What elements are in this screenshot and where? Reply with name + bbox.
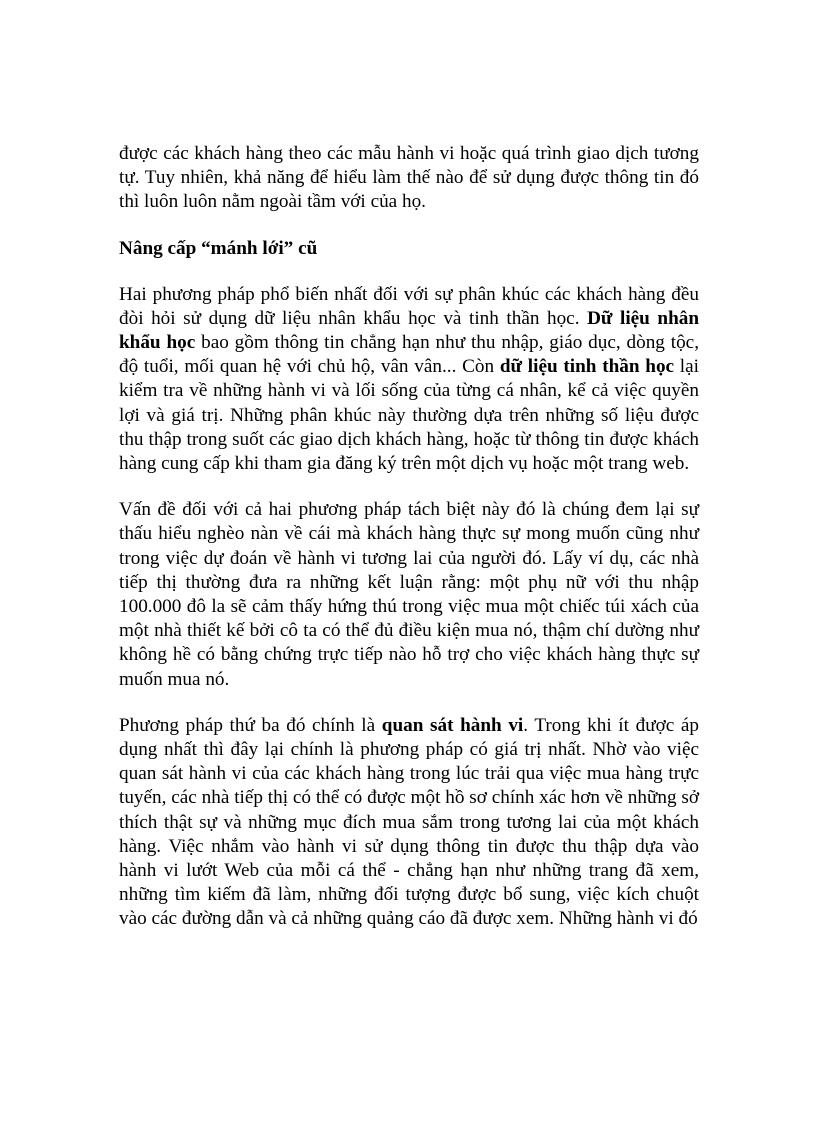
paragraph-1: được các khách hàng theo các mẫu hành vi hoặc quá trình giao dịch tương tự. Tuy nhiên, khả năng để hiểu làm thế nào để sử dụng được thông tin đó thì luôn luôn nằm ngoài tầm với của họ. <box>119 143 699 213</box>
section-heading: Nâng cấp “mánh lới” cũ <box>119 237 318 259</box>
paragraph-4 <box>119 714 699 932</box>
term-psychographic-data: dữ liệu tinh thần học <box>499 356 675 378</box>
paragraph-3: Vấn đề đối với cả hai phương pháp tách biệt này đó là chúng đem lại sự thấu hiểu nghèo nàn về cái mà khách hàng thực sự mong muốn cũng như trong việc dự đoán về hành vi tương lai của người đó. Lấy ví dụ, các nhà tiếp thị thường đưa ra những kết luận rằng: một phụ nữ với thu nhập 100.000 đô la sẽ cảm thấy hứng thú trong việc mua một chiếc túi xách của một nhà thiết kế bởi cô ta có thể đủ điều kiện mua nó, thậm chí dường như không hề có bằng chứng trực tiếp nào hỗ trợ cho việc khách hàng thực sự muốn mua nó. <box>119 499 699 690</box>
term-demographic-data: Dữ liệu nhân khẩu học <box>119 307 700 354</box>
paragraph-2 <box>119 283 699 477</box>
paragraph-4-text-c: . Trong khi ít được áp dụng nhất thì đây lại chính là phương pháp có giá trị nhất. Nhờ vào việc quan sát hành vi của các khách hàng trong lúc trải qua việc mua hàng trực tuyến, các nhà tiếp thị có thể có được một hồ sơ chính xác hơn về những sở thích thật sự và những mục đích mua sắm trong tương lai của một khách hàng. Việc nhắm vào hành vi sử dụng thông tin được thu thập dựa vào hành vi lướt Web của mỗi cá thể - chẳng hạn như những trang đã xem, những tìm kiếm đã làm, những đối tượng được bổ sung, việc kích chuột vào các đường dẫn và cả những quảng cáo đã được xem. Những hành vi đó <box>119 714 699 930</box>
paragraph-2-text-c: bao gồm thông tin chẳng hạn như thu nhập, giáo dục, dòng tộc, độ tuổi, mối quan hệ với chủ hộ, vân vân... Còn <box>119 332 699 378</box>
paragraph-4-text-a: Phương pháp thứ ba đó chính là <box>119 714 382 736</box>
term-behavior-observation: quan sát hành vi <box>381 714 524 736</box>
paragraph-2-text-d: lại kiểm tra về những hành vi và lối sống của từng cá nhân, kể cả việc quyền lợi và giá trị. Những phân khúc này thường dựa trên những số liệu được thu thập trong suốt các giao dịch khách hàng, hoặc từ thông tin được khách hàng cung cấp khi tham gia đăng ký trên một dịch vụ hoặc một trang web. <box>119 356 699 475</box>
paragraph-2-text-a: Hai phương pháp phổ biến nhất đối với sự phân khúc các khách hàng đều đòi hỏi sử dụng dữ liệu nhân khẩu học và tinh thần học. <box>119 283 699 329</box>
